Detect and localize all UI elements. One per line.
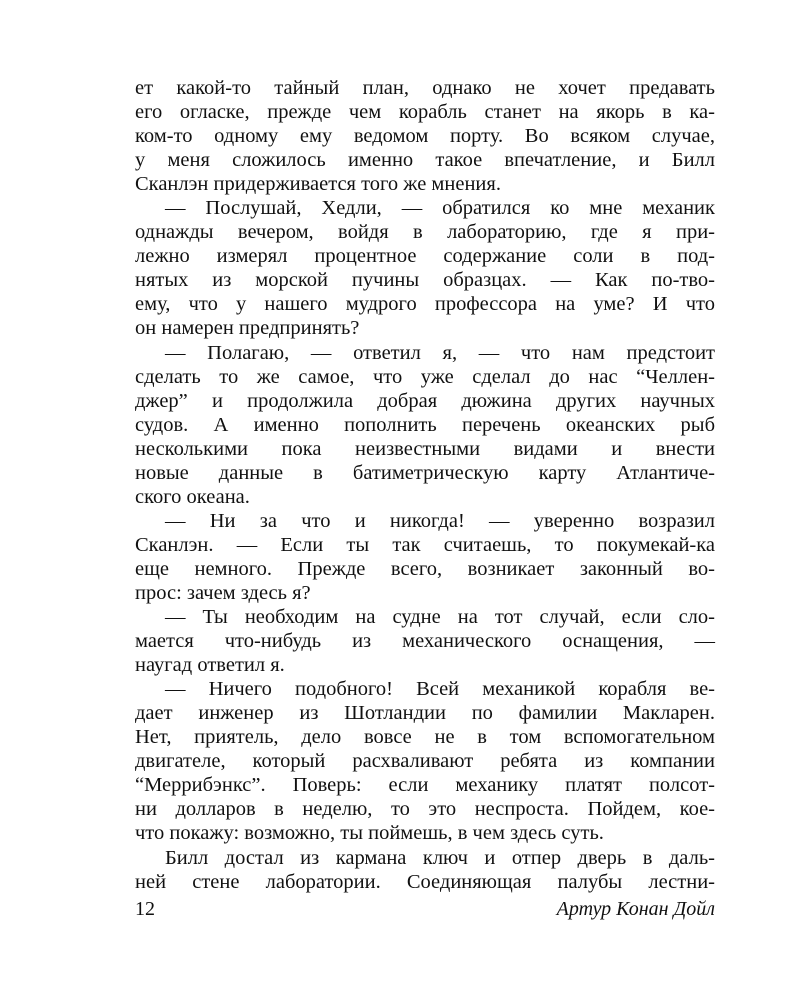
text-line: — Ты необходим на судне на тот случай, если сло-: [165, 606, 715, 629]
text-line: Сканлэн придерживается того же мнения.: [135, 173, 501, 196]
text-line: Сканлэн. — Если ты так считаешь, то покумекай-ка: [135, 533, 715, 556]
text-line: наугад ответил я.: [135, 654, 285, 677]
text-line: ет какой-то тайный план, однако не хочет предавать: [135, 77, 715, 99]
text-line: несколькими пока неизвестными видами и внести: [135, 437, 715, 460]
text-line: — Полагаю, — ответил я, — что нам предстоит: [165, 341, 715, 364]
page-footer: [135, 896, 715, 922]
text-line: — Ничего подобного! Всей механикой корабля ве-: [165, 678, 715, 701]
text-line: — Ни за что и никогда! — уверенно возразил: [165, 509, 715, 532]
text-line: его огласке, прежде чем корабль станет на якорь в ка-: [135, 101, 715, 124]
text-line: что покажу: возможно, ты поймешь, в чем здесь суть.: [135, 822, 604, 845]
text-line: дает инженер из Шотландии по фамилии Макларен.: [135, 702, 715, 725]
text-line: лежно измерял процентное содержание соли в под-: [135, 245, 715, 268]
text-line: у меня сложилось именно такое впечатление, и Билл: [135, 149, 715, 172]
text-line: еще немного. Прежде всего, возникает законный во-: [135, 557, 715, 580]
body-text: [135, 76, 715, 894]
text-line: ему, что у нашего мудрого профессора на уме? И что: [135, 293, 715, 316]
text-line: однажды вечером, войдя в лабораторию, где я при-: [135, 221, 715, 244]
text-line: джер” и продолжила добрая дюжина других научных: [135, 389, 715, 412]
text-line: мается что-нибудь из механического оснащения, —: [135, 630, 715, 653]
text-line: Билл достал из кармана ключ и отпер дверь в даль-: [165, 846, 715, 869]
text-line: — Послушай, Хедли, — обратился ко мне механик: [165, 197, 715, 220]
text-line: двигателе, который расхваливают ребята из компании: [135, 750, 715, 773]
text-line: “Меррибэнкс”. Поверь: если механику платят полсот-: [135, 774, 715, 797]
text-line: сделать то же самое, что уже сделал до нас “Челлен-: [135, 365, 715, 388]
page-number: 12: [135, 898, 155, 920]
text-line: ком-то одному ему ведомом порту. Во всяком случае,: [135, 125, 715, 148]
text-line: новые данные в батиметрическую карту Атлантиче-: [135, 461, 715, 484]
text-line: ней стене лаборатории. Соединяющая палубы лестни-: [135, 870, 715, 893]
text-line: ского океана.: [135, 485, 250, 508]
running-footer-author: Артур Конан Дойл: [556, 898, 715, 920]
text-line: Нет, приятель, дело вовсе не в том вспомогательном: [135, 726, 715, 749]
text-line: он намерен предпринять?: [135, 317, 360, 340]
text-line: судов. А именно пополнить перечень океанских рыб: [135, 413, 715, 436]
text-line: прос: зачем здесь я?: [135, 581, 311, 604]
text-line: ни долларов в неделю, то это неспроста. Пойдем, кое-: [135, 798, 715, 821]
text-line: нятых из морской пучины образцах. — Как по-тво-: [135, 269, 715, 292]
